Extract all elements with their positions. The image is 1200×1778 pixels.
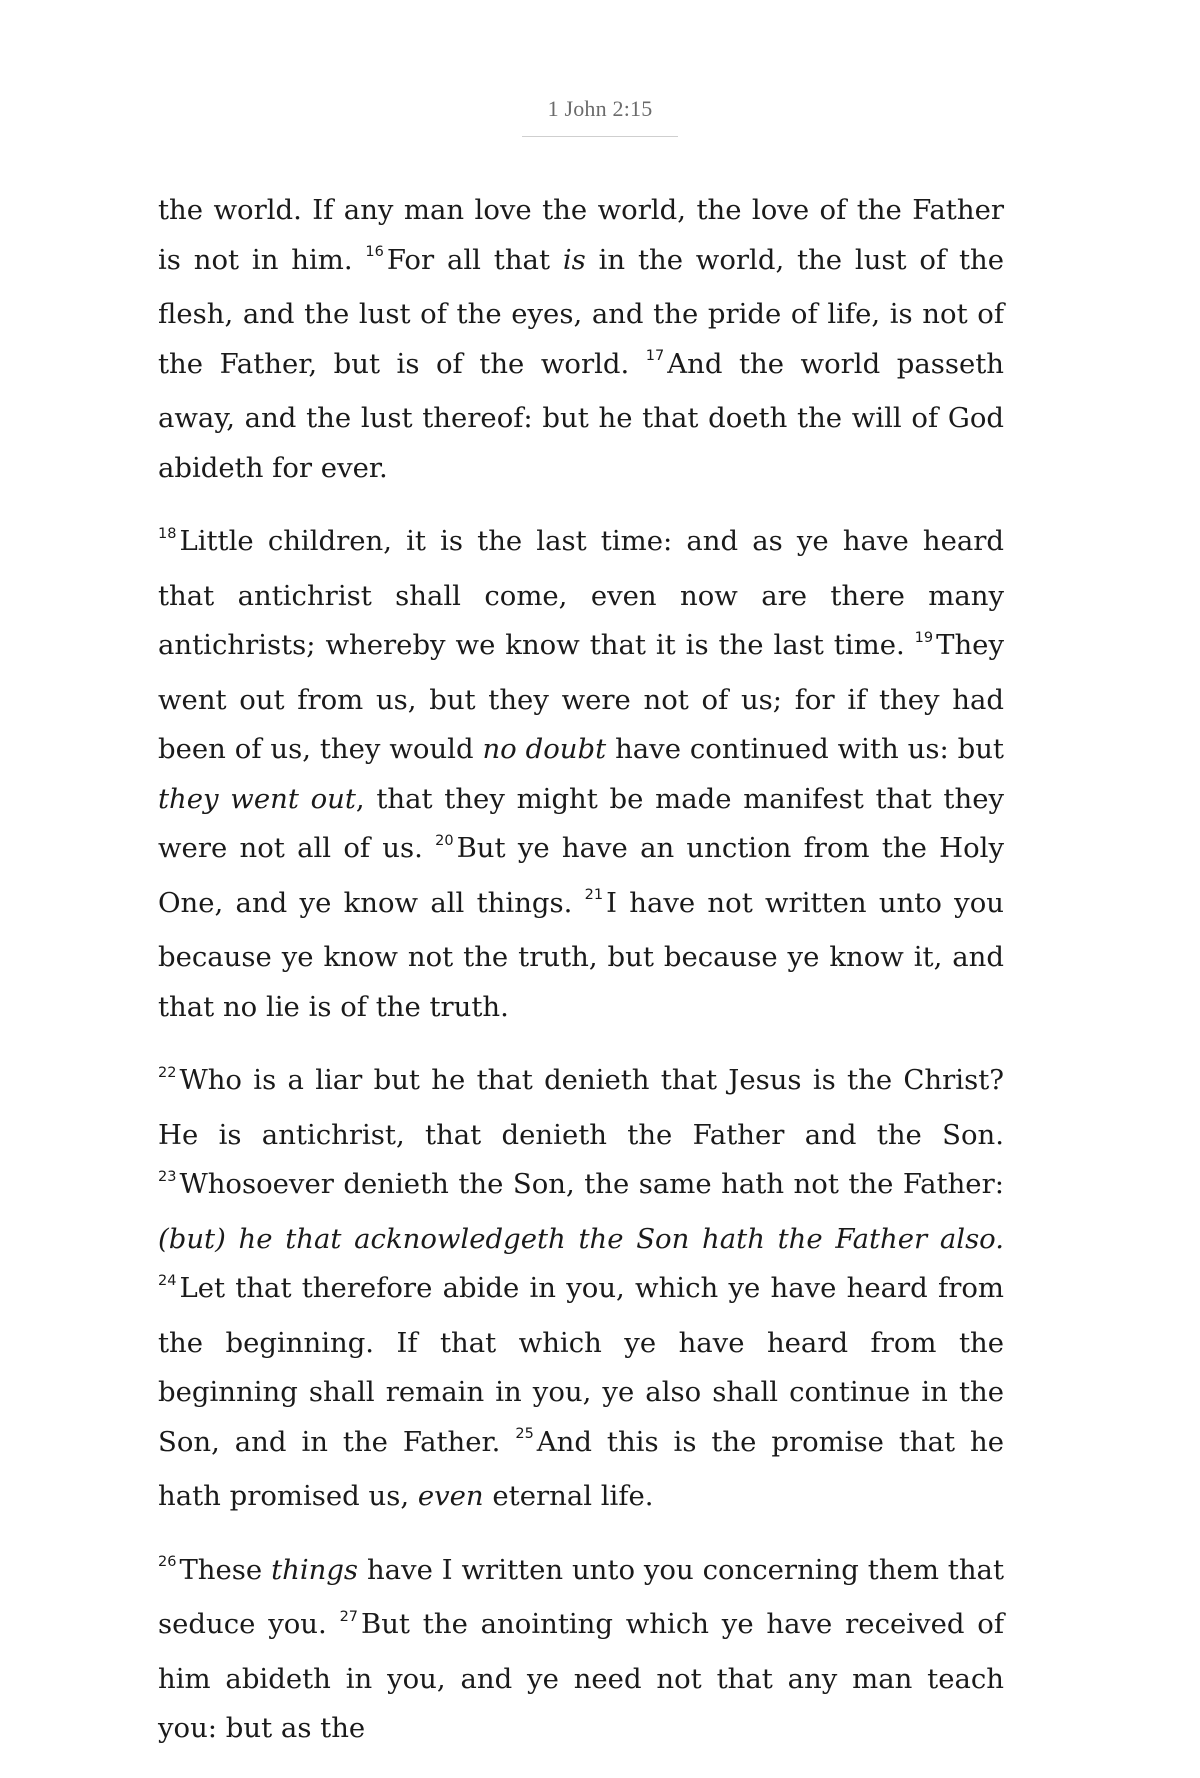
verse-number: 21: [584, 887, 604, 904]
verse-number: 26: [158, 1554, 177, 1571]
scripture-paragraph: [158, 1546, 1004, 1754]
page-header: [0, 96, 1200, 137]
verse-number: 17: [645, 348, 665, 365]
verse-text: , that they might be made manifest that they were not all of us.: [158, 782, 1005, 864]
italic-text: things: [271, 1553, 359, 1586]
verse-text: I have not written unto you because ye know not the truth, but because ye know it, and that no lie is of the truth.: [158, 886, 1004, 1023]
verse-text: But ye have an unction from the Holy One, and ye know all things.: [158, 832, 1005, 919]
scripture-text: [158, 186, 1004, 1778]
verse-text: have continued with us: but: [606, 733, 1004, 765]
verse-text: in the world, the lust of the flesh, and the lust of the eyes, and the pride of life, is not of the Father, but is of the world.: [158, 243, 1005, 380]
verse-text: And this is the promise that he hath promised us,: [158, 1425, 1005, 1512]
verse-number: 20: [435, 832, 454, 849]
verse-text: the world. If any man love the world, the love of the Father is not in him.: [158, 194, 1004, 276]
verse-number: 22: [158, 1064, 177, 1081]
verse-number: 25: [515, 1426, 534, 1443]
verse-number: 18: [158, 525, 177, 542]
verse-number: 27: [339, 1608, 359, 1625]
chapter-reference: 1 John 2:15: [522, 96, 679, 137]
verse-text: They went out from us, but they were not of us; for if they had been of us, they would: [158, 629, 1004, 765]
scripture-paragraph: [158, 1056, 1004, 1522]
italic-text: is: [562, 243, 586, 276]
verse-number: 24: [158, 1272, 177, 1289]
verse-text: Let that therefore abide in you, which ye have heard from the beginning. If that which ye have heard from the beginning shall remain in you, ye also shall continue in the Son, and in the Father.: [158, 1272, 1004, 1458]
italic-text: (but) he that acknowledgeth the Son hath the Father also.: [158, 1222, 1004, 1255]
italic-text: they went out: [158, 782, 356, 815]
italic-text: no doubt: [482, 733, 607, 765]
scripture-paragraph: [158, 517, 1004, 1032]
verse-number: 19: [914, 629, 934, 646]
scripture-paragraph: [158, 186, 1004, 493]
verse-text: have I written unto you concerning them that seduce you.: [158, 1553, 1004, 1640]
verse-text: And the world passeth away, and the lust thereof: but he that doeth the will of God abideth for ever.: [158, 347, 1004, 484]
verse-text: For all that: [386, 243, 563, 276]
italic-text: even: [417, 1480, 484, 1512]
verse-text: These: [179, 1553, 272, 1586]
verse-number: 16: [365, 244, 384, 261]
verse-text: Little children, it is the last time: and as ye have heard that antichrist shall come, even now are there many antichrists; whereby we know that it is the last time.: [158, 525, 1004, 661]
verse-text: Who is a liar but he that denieth that Jesus is the Christ? He is antichrist, that denieth the Father and the Son.: [158, 1064, 1004, 1151]
verse-text: But the anointing which ye have received of him abideth in you, and ye need not that any man teach you: but as the: [158, 1608, 1005, 1744]
verse-text: Whosoever denieth the Son, the same hath not the Father:: [179, 1168, 1004, 1200]
verse-number: 23: [158, 1168, 177, 1185]
verse-text: eternal life.: [483, 1480, 654, 1512]
